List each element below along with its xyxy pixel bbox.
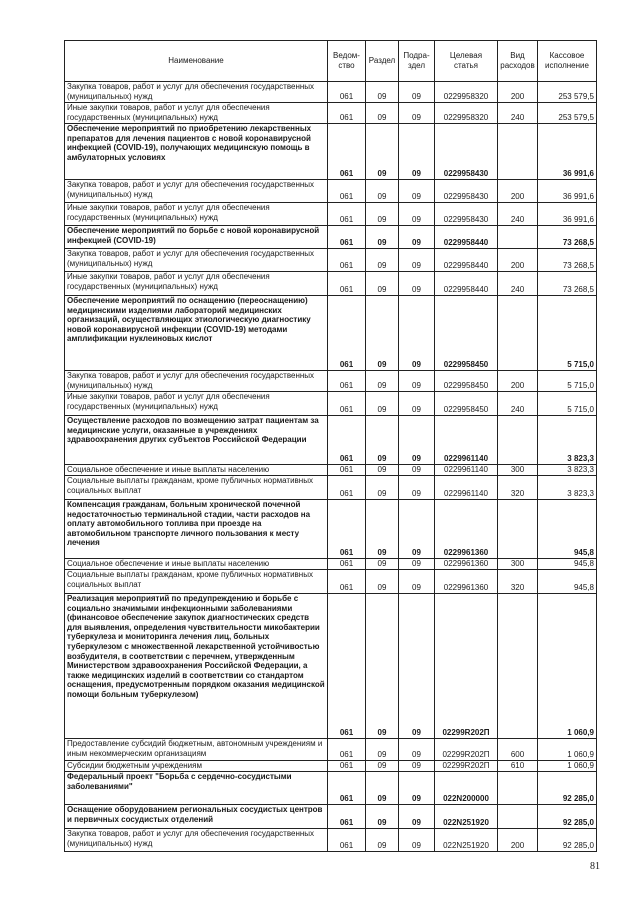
cell-podrazdel: 09 (399, 805, 435, 829)
cell-name: Обеспечение мероприятий по борьбе с новой коронавирусной инфекцией (COVID-19) (65, 226, 328, 249)
table-row (65, 829, 597, 852)
cell-ved: 061 (328, 570, 366, 594)
header-razdel: Раздел (366, 41, 399, 82)
cell-razdel: 09 (366, 249, 399, 272)
cell-ved: 061 (328, 500, 366, 559)
cell-razdel: 09 (366, 392, 399, 416)
header-ved: Ведом-ство (328, 41, 366, 82)
cell-kass: 92 285,0 (538, 829, 597, 852)
cell-target: 0229958440 (435, 226, 498, 249)
cell-target: 02299R202П (435, 739, 498, 761)
cell-podrazdel: 09 (399, 249, 435, 272)
cell-ved: 061 (328, 124, 366, 180)
cell-target: 022N251920 (435, 829, 498, 852)
cell-vid: 240 (498, 272, 538, 296)
cell-ved: 061 (328, 392, 366, 416)
cell-ved: 061 (328, 249, 366, 272)
cell-target: 0229958430 (435, 124, 498, 180)
page-number: 81 (590, 861, 600, 872)
header-name: Наименование (65, 41, 328, 82)
cell-ved: 061 (328, 594, 366, 739)
table-row (65, 272, 597, 296)
cell-podrazdel: 09 (399, 500, 435, 559)
cell-target: 0229958450 (435, 296, 498, 371)
cell-vid: 200 (498, 829, 538, 852)
cell-vid (498, 226, 538, 249)
cell-target: 0229961360 (435, 570, 498, 594)
cell-razdel: 09 (366, 103, 399, 124)
cell-vid: 200 (498, 249, 538, 272)
budget-table (64, 40, 597, 852)
cell-razdel: 09 (366, 124, 399, 180)
cell-kass: 36 991,6 (538, 180, 597, 203)
cell-podrazdel: 09 (399, 559, 435, 570)
cell-target: 0229958450 (435, 392, 498, 416)
cell-razdel: 09 (366, 829, 399, 852)
cell-target: 0229958450 (435, 371, 498, 392)
cell-vid: 300 (498, 559, 538, 570)
cell-kass: 92 285,0 (538, 772, 597, 805)
table-row (65, 226, 597, 249)
cell-kass: 73 268,5 (538, 249, 597, 272)
cell-razdel: 09 (366, 761, 399, 772)
table-row (65, 559, 597, 570)
table-row (65, 500, 597, 559)
table-row (65, 772, 597, 805)
cell-target: 0229961140 (435, 476, 498, 500)
cell-name: Закупка товаров, работ и услуг для обеспечения государственных (муниципальных) нужд (65, 829, 328, 852)
cell-podrazdel: 09 (399, 476, 435, 500)
cell-razdel: 09 (366, 296, 399, 371)
table-row (65, 416, 597, 465)
cell-target: 0229961360 (435, 500, 498, 559)
cell-ved: 061 (328, 296, 366, 371)
cell-target: 02299R202П (435, 761, 498, 772)
cell-ved: 061 (328, 772, 366, 805)
cell-podrazdel: 09 (399, 226, 435, 249)
cell-podrazdel: 09 (399, 761, 435, 772)
cell-ved: 061 (328, 559, 366, 570)
cell-podrazdel: 09 (399, 180, 435, 203)
cell-kass: 1 060,9 (538, 739, 597, 761)
cell-name: Федеральный проект "Борьба с сердечно-сосудистыми заболеваниями" (65, 772, 328, 805)
cell-podrazdel: 09 (399, 82, 435, 103)
header-target: Целевая статья (435, 41, 498, 82)
cell-name: Закупка товаров, работ и услуг для обеспечения государственных (муниципальных) нужд (65, 371, 328, 392)
cell-podrazdel: 09 (399, 296, 435, 371)
cell-target: 0229958320 (435, 82, 498, 103)
cell-razdel: 09 (366, 180, 399, 203)
cell-vid (498, 594, 538, 739)
cell-target: 022N251920 (435, 805, 498, 829)
cell-razdel: 09 (366, 272, 399, 296)
table-row (65, 124, 597, 180)
cell-kass: 73 268,5 (538, 272, 597, 296)
cell-vid: 200 (498, 82, 538, 103)
cell-vid (498, 772, 538, 805)
cell-vid (498, 296, 538, 371)
cell-razdel: 09 (366, 739, 399, 761)
cell-kass: 73 268,5 (538, 226, 597, 249)
cell-vid: 240 (498, 103, 538, 124)
cell-vid: 200 (498, 180, 538, 203)
cell-target: 0229961140 (435, 416, 498, 465)
table-row (65, 761, 597, 772)
cell-kass: 5 715,0 (538, 371, 597, 392)
cell-razdel: 09 (366, 559, 399, 570)
cell-ved: 061 (328, 761, 366, 772)
cell-vid: 200 (498, 371, 538, 392)
cell-podrazdel: 09 (399, 772, 435, 805)
cell-vid (498, 416, 538, 465)
cell-name: Социальное обеспечение и иные выплаты населению (65, 559, 328, 570)
cell-podrazdel: 09 (399, 739, 435, 761)
cell-name: Иные закупки товаров, работ и услуг для обеспечения государственных (муниципальных) нужд (65, 272, 328, 296)
cell-podrazdel: 09 (399, 203, 435, 226)
cell-name: Субсидии бюджетным учреждениям (65, 761, 328, 772)
cell-kass: 92 285,0 (538, 805, 597, 829)
cell-name: Социальные выплаты гражданам, кроме публичных нормативных социальных выплат (65, 570, 328, 594)
budget-table-page (64, 40, 596, 852)
cell-razdel: 09 (366, 772, 399, 805)
cell-kass: 5 715,0 (538, 296, 597, 371)
cell-razdel: 09 (366, 570, 399, 594)
cell-ved: 061 (328, 476, 366, 500)
header-podrazdel: Подра-здел (399, 41, 435, 82)
cell-name: Социальное обеспечение и иные выплаты населению (65, 465, 328, 476)
cell-name: Иные закупки товаров, работ и услуг для обеспечения государственных (муниципальных) нужд (65, 203, 328, 226)
table-row (65, 805, 597, 829)
table-row (65, 82, 597, 103)
cell-razdel: 09 (366, 226, 399, 249)
cell-target: 0229961140 (435, 465, 498, 476)
cell-ved: 061 (328, 226, 366, 249)
cell-name: Закупка товаров, работ и услуг для обеспечения государственных (муниципальных) нужд (65, 249, 328, 272)
cell-ved: 061 (328, 416, 366, 465)
cell-name: Обеспечение мероприятий по приобретению лекарственных препаратов для лечения пациентов с новой коронавирусной инфекцией (COVID-19), получающих медицинскую помощь в амбулаторных условиях (65, 124, 328, 180)
cell-name: Закупка товаров, работ и услуг для обеспечения государственных (муниципальных) нужд (65, 82, 328, 103)
cell-kass: 3 823,3 (538, 416, 597, 465)
table-row (65, 180, 597, 203)
table-header-row (65, 41, 597, 82)
cell-podrazdel: 09 (399, 272, 435, 296)
table-row (65, 371, 597, 392)
cell-name: Предоставление субсидий бюджетным, автономным учреждениям и иным некоммерческим организациям (65, 739, 328, 761)
cell-vid: 300 (498, 465, 538, 476)
cell-vid (498, 805, 538, 829)
cell-razdel: 09 (366, 371, 399, 392)
cell-vid: 600 (498, 739, 538, 761)
cell-ved: 061 (328, 103, 366, 124)
table-row (65, 594, 597, 739)
cell-name: Иные закупки товаров, работ и услуг для обеспечения государственных (муниципальных) нужд (65, 392, 328, 416)
table-row (65, 203, 597, 226)
cell-razdel: 09 (366, 416, 399, 465)
cell-razdel: 09 (366, 594, 399, 739)
cell-razdel: 09 (366, 476, 399, 500)
cell-razdel: 09 (366, 500, 399, 559)
cell-kass: 253 579,5 (538, 82, 597, 103)
table-row (65, 296, 597, 371)
cell-target: 022N200000 (435, 772, 498, 805)
table-body (65, 82, 597, 852)
table-row (65, 392, 597, 416)
cell-kass: 36 991,6 (538, 124, 597, 180)
cell-vid: 610 (498, 761, 538, 772)
header-vid: Вид расходов (498, 41, 538, 82)
cell-kass: 945,8 (538, 559, 597, 570)
cell-ved: 061 (328, 805, 366, 829)
cell-name: Социальные выплаты гражданам, кроме публичных нормативных социальных выплат (65, 476, 328, 500)
cell-kass: 1 060,9 (538, 594, 597, 739)
cell-podrazdel: 09 (399, 416, 435, 465)
cell-target: 0229958430 (435, 203, 498, 226)
cell-kass: 3 823,3 (538, 476, 597, 500)
cell-kass: 5 715,0 (538, 392, 597, 416)
cell-ved: 061 (328, 739, 366, 761)
table-row (65, 103, 597, 124)
cell-podrazdel: 09 (399, 124, 435, 180)
cell-ved: 061 (328, 465, 366, 476)
cell-kass: 36 991,6 (538, 203, 597, 226)
cell-target: 0229958430 (435, 180, 498, 203)
cell-ved: 061 (328, 203, 366, 226)
cell-razdel: 09 (366, 465, 399, 476)
cell-name: Реализация мероприятий по предупреждению и борьбе с социально значимыми инфекционными заболеваниями (финансовое обеспечение закупок диагностических средств для выявления, определения чувствительности микобактерии туберкулеза и мониторинга лечения лиц, больных туберкулезом с множественной лекарственной устойчивостью возбудителя, в соответствии с перечнем, утвержденным Министерством здравоохранения Российской Федерации, а также медицинских изделий в соответствии со стандартом оснащения, предусмотренным порядком оказания медицинской помощи больным туберкулезом) (65, 594, 328, 739)
cell-podrazdel: 09 (399, 103, 435, 124)
cell-razdel: 09 (366, 805, 399, 829)
cell-target: 0229958440 (435, 272, 498, 296)
cell-vid (498, 500, 538, 559)
table-row (65, 570, 597, 594)
cell-podrazdel: 09 (399, 371, 435, 392)
cell-vid: 240 (498, 392, 538, 416)
cell-ved: 061 (328, 371, 366, 392)
table-row (65, 739, 597, 761)
cell-vid: 320 (498, 570, 538, 594)
cell-name: Компенсация гражданам, больным хронической почечной недостаточностью терминальной стадии, части расходов на оплату автомобильного топлива при проезде на автомобильном транспорте личного пользования к месту лечения (65, 500, 328, 559)
cell-ved: 061 (328, 180, 366, 203)
cell-razdel: 09 (366, 82, 399, 103)
cell-vid (498, 124, 538, 180)
table-row (65, 249, 597, 272)
cell-ved: 061 (328, 829, 366, 852)
cell-razdel: 09 (366, 203, 399, 226)
cell-name: Иные закупки товаров, работ и услуг для обеспечения государственных (муниципальных) нужд (65, 103, 328, 124)
cell-target: 0229958320 (435, 103, 498, 124)
cell-name: Оснащение оборудованием региональных сосудистых центров и первичных сосудистых отделений (65, 805, 328, 829)
table-row (65, 465, 597, 476)
cell-kass: 945,8 (538, 500, 597, 559)
cell-ved: 061 (328, 272, 366, 296)
cell-kass: 1 060,9 (538, 761, 597, 772)
table-row (65, 476, 597, 500)
cell-name: Осуществление расходов по возмещению затрат пациентам за медицинские услуги, оказанные в учреждениях здравоохранения других субъектов Российской Федерации (65, 416, 328, 465)
cell-vid: 240 (498, 203, 538, 226)
cell-target: 0229958440 (435, 249, 498, 272)
cell-vid: 320 (498, 476, 538, 500)
header-kass: Кассовое исполнение (538, 41, 597, 82)
cell-kass: 253 579,5 (538, 103, 597, 124)
cell-podrazdel: 09 (399, 465, 435, 476)
cell-name: Закупка товаров, работ и услуг для обеспечения государственных (муниципальных) нужд (65, 180, 328, 203)
cell-ved: 061 (328, 82, 366, 103)
cell-podrazdel: 09 (399, 392, 435, 416)
cell-name: Обеспечение мероприятий по оснащению (переоснащению) медицинскими изделиями лабораторий медицинских организаций, осуществляющих этиологическую диагностику новой коронавирусной инфекции (COVID-19) методами амплификации нуклеиновых кислот (65, 296, 328, 371)
cell-podrazdel: 09 (399, 570, 435, 594)
cell-target: 0229961360 (435, 559, 498, 570)
cell-kass: 3 823,3 (538, 465, 597, 476)
cell-target: 02299R202П (435, 594, 498, 739)
cell-kass: 945,8 (538, 570, 597, 594)
cell-podrazdel: 09 (399, 594, 435, 739)
cell-podrazdel: 09 (399, 829, 435, 852)
